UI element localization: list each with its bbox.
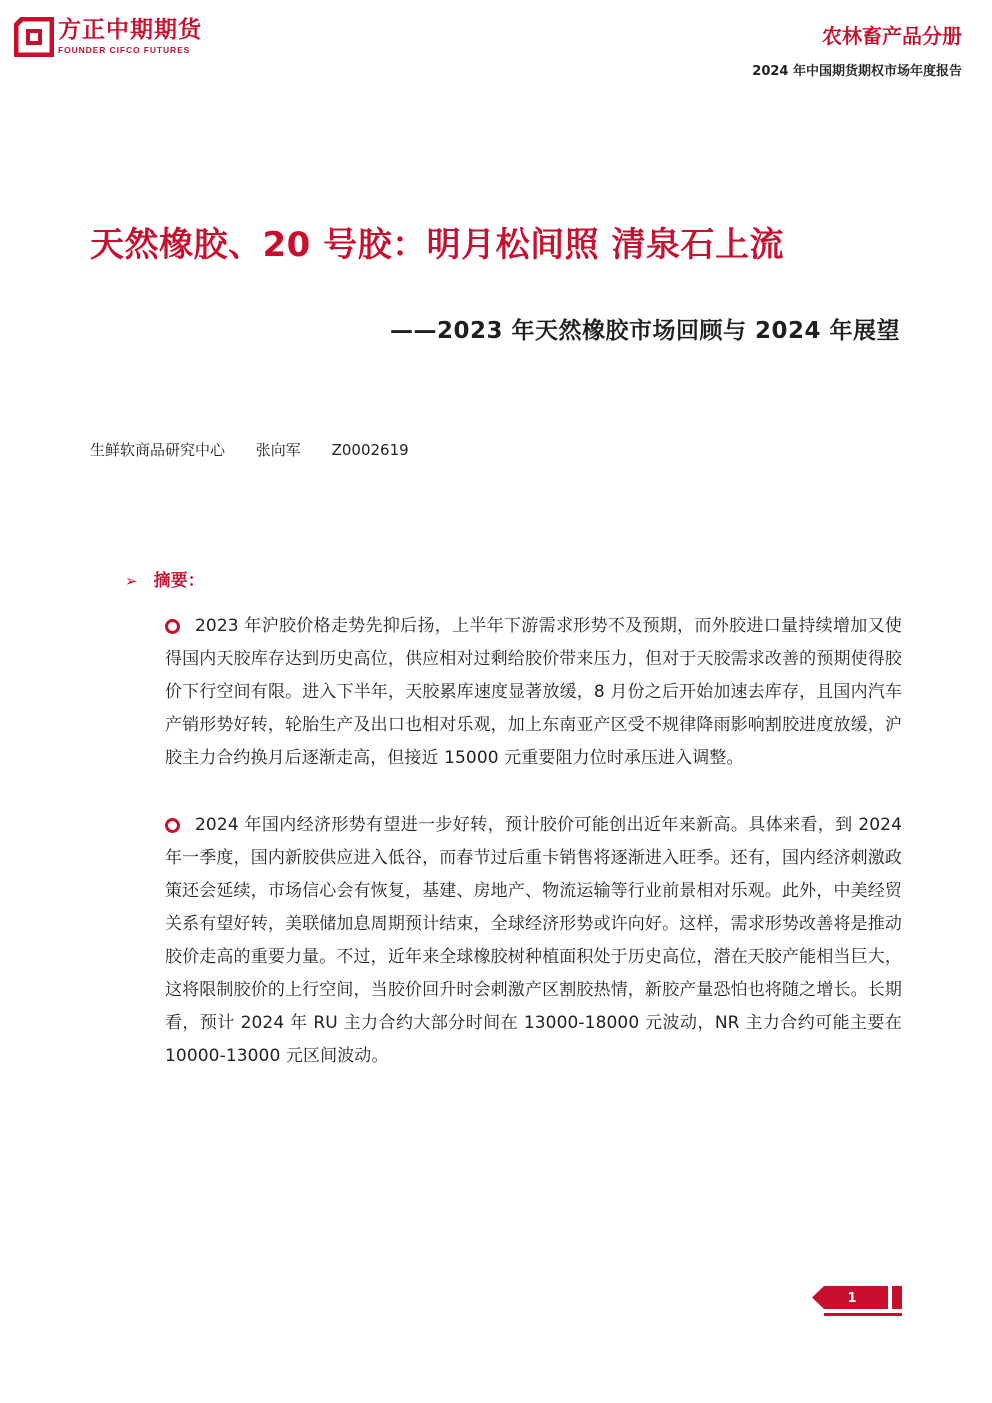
abstract-paragraph-text: 2023 年沪胶价格走势先抑后扬，上半年下游需求形势不及预期，而外胶进口量持续增加又使得国内天胶库存达到历史高位，供应相对过剩给胶价带来压力，但对于天胶需求改善的预期使得胶价下行空间有限。进入下半年，天胶累库速度显著放缓，8 月份之后开始加速去库存，且国内汽车产销形势好转，轮胎生产及出口也相对乐观，加上东南亚产区受不规律降雨影响割胶进度放缓，沪胶主力合约换月后逐渐走高，但接近 15000 元重要阻力位时承压进入调整。: [165, 616, 902, 768]
abstract-heading-label: 摘要：: [153, 571, 205, 591]
abstract-paragraph-text: 2024 年国内经济形势有望进一步好转，预计胶价可能创出近年来新高。具体来看，到 2024 年一季度，国内新胶供应进入低谷，而春节过后重卡销售将逐渐进入旺季。还有，国内经济刺激政策还会延续，市场信心会有恢复，基建、房地产、物流运输等行业前景相对乐观。此外，中美经贸关系有望好转，美联储加息周期预计结束，全球经济形势或许向好。这样，需求形势改善将是推动胶价走高的重要力量。不过，近年来全球橡胶树种植面积处于历史高位，潜在天胶产能相当巨大，这将限制胶价的上行空间，当胶价回升时会刺激产区割胶热情，新胶产量恐怕也将随之增长。长期看，预计 2024 年 RU 主力合约大部分时间在 13000-18000 元波动，NR 主力合约可能主要在 10000-13000 元区间波动。: [165, 815, 902, 1066]
circle-bullet-icon: [165, 818, 180, 833]
report-series-title: 2024 年中国期货期权市场年度报告: [752, 64, 962, 79]
abstract-paragraph: [165, 809, 902, 1073]
author-name: 张向军: [255, 441, 301, 459]
company-logo-text: 方正中期期货: [58, 17, 202, 43]
page-number: 1: [847, 1291, 857, 1306]
abstract-heading: [125, 568, 205, 594]
circle-bullet-icon: [165, 619, 180, 634]
arrow-bullet-icon: ➢: [125, 572, 138, 590]
page-title: 天然橡胶、20 号胶：明月松间照 清泉石上流: [90, 225, 784, 265]
author-department: 生鲜软商品研究中心: [90, 441, 226, 459]
abstract-paragraph: [165, 610, 902, 775]
page-subtitle: ——2023 年天然橡胶市场回顾与 2024 年展望: [389, 318, 900, 344]
company-logo-english: FOUNDER CIFCO FUTURES: [58, 45, 191, 55]
author-license-id: Z0002619: [331, 441, 409, 459]
report-category: 农林畜产品分册: [822, 24, 962, 48]
company-logo-icon: [14, 17, 54, 57]
author-line: [90, 439, 435, 461]
